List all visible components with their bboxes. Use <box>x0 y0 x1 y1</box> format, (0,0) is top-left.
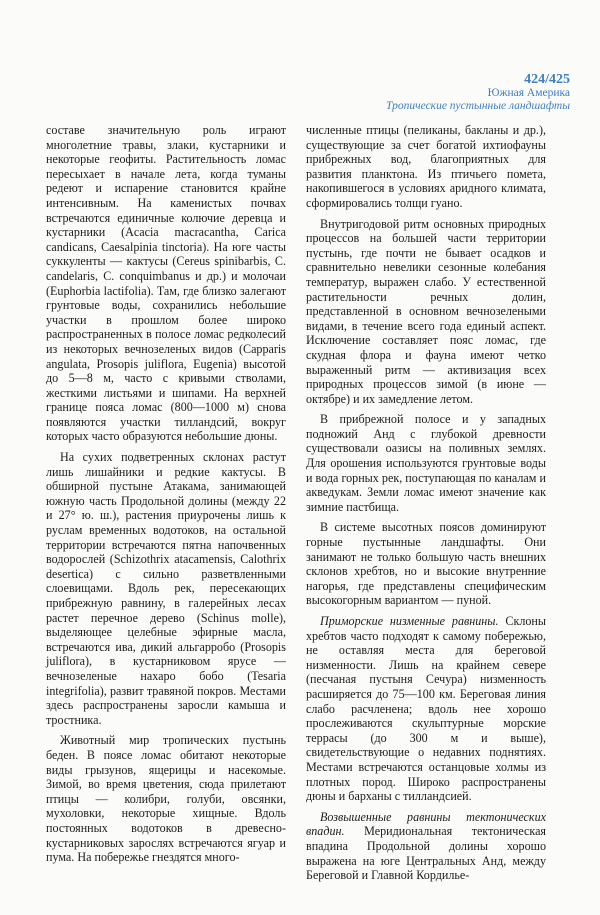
right-column <box>306 123 546 889</box>
paragraph: Животный мир тропических пустынь беден. В поясе ломас обитают некоторые виды грызунов, ящерицы и насекомые. Зимой, во время цветения, сюда прилетают птицы — колибри, голуби, овсянки, мухоловки, некоторые хищные. Вдоль постоянных водотоков в древесно-кустарниковых зарослях встречаются ягуар и пума. На побережье гнездятся много- <box>46 733 286 865</box>
section-heading: Приморские низменные равнины. <box>320 614 499 628</box>
paragraph: Внутригодовой ритм основных природных процессов на большей части территории пустынь, где почти не бывает осадков и сравнительно невелики сезонные колебания температур, выражен слабо. У естественной растительности речных долин, представленной в основном вечнозелеными видами, в течение всего года единый аспект. Исключение составляет пояс ломас, где скудная флора и фауна имеют четко выраженный ритм — активизация всех природных процессов зимой (в июне — октябре) и их замедление летом. <box>306 216 546 406</box>
paragraph: составе значительную роль играют многолетние травы, злаки, кустарники и некоторые геофиты. Растительность ломас пересыхает в начале лета, когда туманы редеют и испарение становится крайне интенсивным. На каменистых почвах встречаются единичные колючие деревца и кустарники (Acacia macracantha, Carica candicans, Caesalpinia tinctoria). На юге часты суккуленты — кактусы (Cereus spinibarbis, C. candelaris, C. conquimbanus и др.) и молочаи (Euphorbia lactifolia). Там, где близко залегают грунтовые воды, сохранились небольшие участки в прошлом более широко распространенных в полосе ломас редколесий из некоторых вечнозеленых видов (Capparis angulata, Prosopis juliflora, Eugenia) высотой до 5—8 м, часто с кривыми стволами, жесткими листьями и шипами. На верхней границе пояса ломас (800—1000 м) снова появляются участки тилландсий, вокруг которых часто образуются небольшие дюны. <box>46 123 286 444</box>
paragraph: В системе высотных поясов доминируют горные пустынные ландшафты. Они занимают не только большую часть внешних склонов хребтов, но и высокие внутренние нагорья, где представлены специфическим высокогорным вариантом — пуной. <box>306 520 546 608</box>
page-numbers: 424/425 <box>524 72 570 87</box>
section-plains <box>306 614 546 804</box>
section-tectonic <box>306 810 546 883</box>
running-header <box>386 72 570 113</box>
subsection-title: Тропические пустынные ландшафты <box>386 100 570 112</box>
section-text: Склоны хребтов часто подходят к самому побережью, не оставляя места для береговой низменности. Лишь на крайнем севере (песчаная пустыня Сечура) низменность расширяется до 75—100 км. Береговая линия слабо расчленена; вдоль нее хорошо прослеживаются скульптурные морские террасы (до 300 м и выше), свидетельствующие о недавних поднятиях. Местами встречаются останцовые холмы из плотных пород. Широко распространены дюны и барханы с тилландсией. <box>306 614 546 804</box>
section-text: Меридиональная тектоническая впадина Продольной долины хорошо выражена на юге Центральных Анд, между Береговой и Главной Кордилье- <box>306 824 546 883</box>
region-title: Южная Америка <box>487 87 570 99</box>
paragraph: В прибрежной полосе и у западных подножий Анд с глубокой древности существовали оазисы на поливных землях. Для орошения используются грунтовые воды и вода горных рек, поступающая по каналам и акведукам. Земли ломас имеют значение как зимние пастбища. <box>306 412 546 514</box>
left-column <box>46 123 286 871</box>
paragraph: численные птицы (пеликаны, бакланы и др.), существующие за счет богатой ихтиофауны прибрежных вод, благоприятных для развития планктона. Из птичьего помета, накопившегося в условиях аридного климата, сформировались толщи гуано. <box>306 123 546 210</box>
section-heading: Возвышенные равнины тектонических впадин. <box>306 809 546 839</box>
paragraph: На сухих подветренных склонах растут лишь лишайники и редкие кактусы. В обширной пустыне Атакама, занимающей южную часть Продольной долины (между 22 и 27° ю. ш.), растения приурочены лишь к руслам временных водотоков, на остальной территории встречаются пятна напочвенных водорослей (Schizothrix atacamensis, Calothrix desertica) с сильно разветвленными слоевищами. Вдоль рек, пересекающих прибрежную равнину, в галерейных лесах растет перечное дерево (Schinus molle), выделяющее целебные эфирные масла, встречаются ива, дикий альгарробо (Prosopis juliflora), в кустарниковом ярусе — вечнозеленые нахаро бобо (Tesaria integrifolia), развит травяной покров. Местами здесь распространены заросли камыша и тростника. <box>46 450 286 727</box>
